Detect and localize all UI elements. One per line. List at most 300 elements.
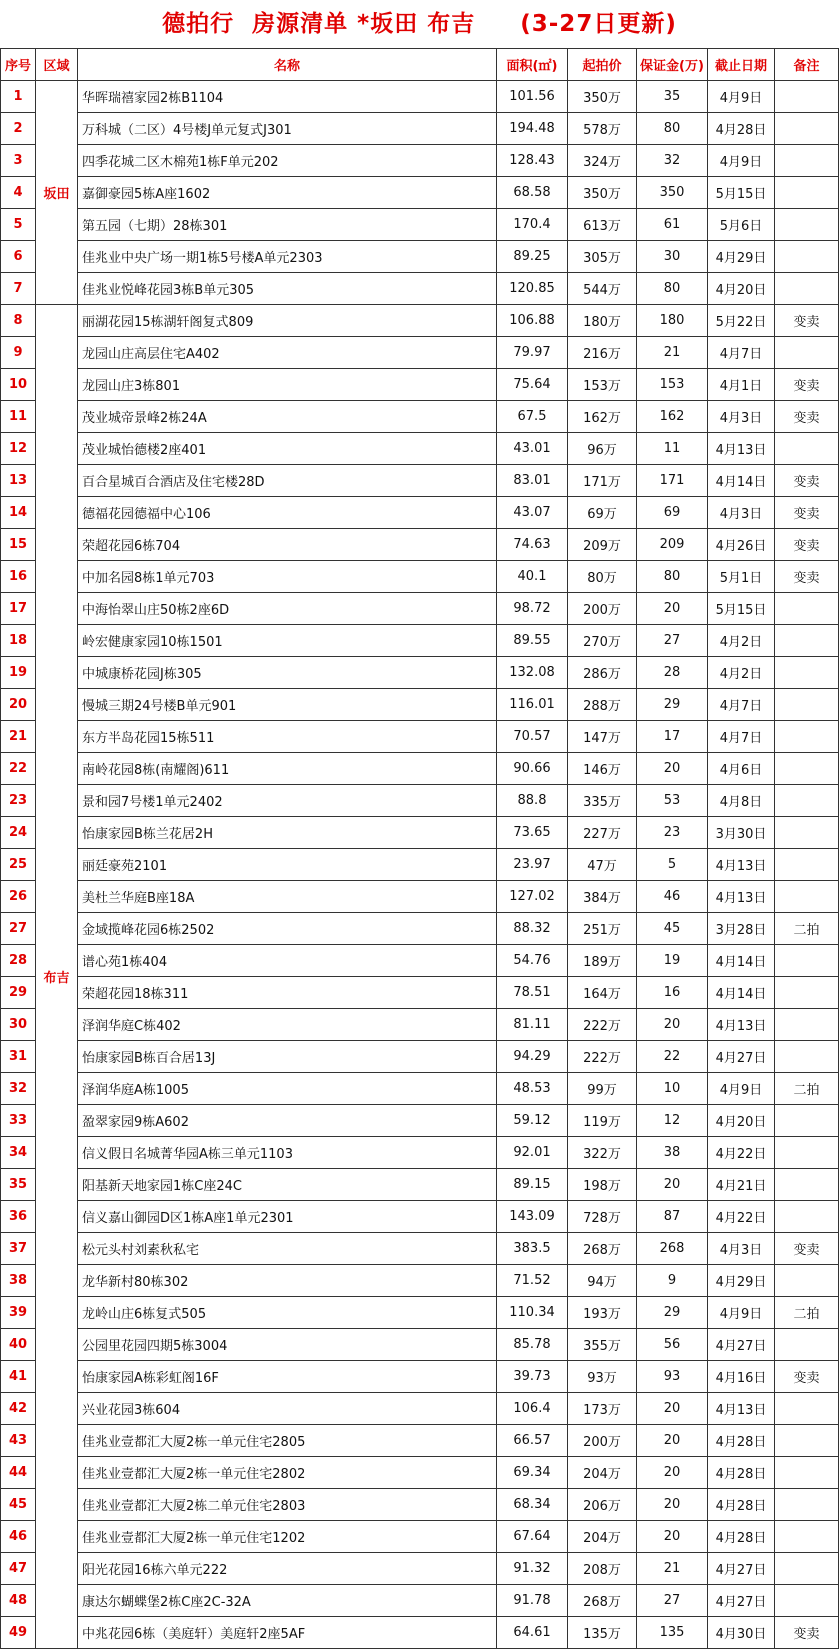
deadline-cell: 4月2日 <box>708 657 775 689</box>
property-name: 盈翠家园9栋A602 <box>78 1105 497 1137</box>
table-row <box>1 1233 839 1265</box>
deadline-cell: 4月27日 <box>708 1553 775 1585</box>
property-name: 丽湖花园15栋湖轩阁复式809 <box>78 305 497 337</box>
deposit-cell: 20 <box>637 1009 708 1041</box>
area-cell: 83.01 <box>497 465 568 497</box>
table-row <box>1 1201 839 1233</box>
property-name: 佳兆业壹都汇大厦2栋一单元住宅2805 <box>78 1425 497 1457</box>
deadline-cell: 4月27日 <box>708 1585 775 1617</box>
area-cell: 127.02 <box>497 881 568 913</box>
row-number: 39 <box>1 1297 36 1329</box>
row-number: 6 <box>1 241 36 273</box>
region-cell: 布吉 <box>36 305 78 1649</box>
row-number: 16 <box>1 561 36 593</box>
price-cell: 355万 <box>568 1329 637 1361</box>
area-cell: 43.01 <box>497 433 568 465</box>
row-number: 33 <box>1 1105 36 1137</box>
deposit-cell: 38 <box>637 1137 708 1169</box>
property-name: 佳兆业壹都汇大厦2栋一单元住宅1202 <box>78 1521 497 1553</box>
note-cell: 变卖 <box>775 561 839 593</box>
note-cell: 二拍 <box>775 913 839 945</box>
note-cell <box>775 977 839 1009</box>
property-name: 佳兆业中央广场一期1栋5号楼A单元2303 <box>78 241 497 273</box>
note-cell <box>775 113 839 145</box>
property-name: 丽廷豪苑2101 <box>78 849 497 881</box>
note-cell <box>775 1425 839 1457</box>
price-cell: 216万 <box>568 337 637 369</box>
deposit-cell: 93 <box>637 1361 708 1393</box>
row-number: 27 <box>1 913 36 945</box>
area-cell: 43.07 <box>497 497 568 529</box>
deposit-cell: 80 <box>637 113 708 145</box>
area-cell: 89.55 <box>497 625 568 657</box>
table-row <box>1 561 839 593</box>
price-cell: 305万 <box>568 241 637 273</box>
area-cell: 85.78 <box>497 1329 568 1361</box>
table-row <box>1 945 839 977</box>
row-number: 22 <box>1 753 36 785</box>
price-cell: 164万 <box>568 977 637 1009</box>
table-row <box>1 1585 839 1617</box>
deadline-cell: 4月26日 <box>708 529 775 561</box>
area-cell: 66.57 <box>497 1425 568 1457</box>
header-note: 备注 <box>775 49 839 81</box>
property-name: 中城康桥花园J栋305 <box>78 657 497 689</box>
deadline-cell: 5月6日 <box>708 209 775 241</box>
row-number: 2 <box>1 113 36 145</box>
note-cell <box>775 625 839 657</box>
property-name: 中兆花园6栋（美庭轩）美庭轩2座5AF <box>78 1617 497 1649</box>
row-number: 1 <box>1 81 36 113</box>
row-number: 40 <box>1 1329 36 1361</box>
deadline-cell: 4月3日 <box>708 1233 775 1265</box>
area-cell: 64.61 <box>497 1617 568 1649</box>
note-cell: 变卖 <box>775 1361 839 1393</box>
deadline-cell: 4月28日 <box>708 1521 775 1553</box>
deadline-cell: 4月2日 <box>708 625 775 657</box>
deposit-cell: 5 <box>637 849 708 881</box>
table-row <box>1 1137 839 1169</box>
row-number: 38 <box>1 1265 36 1297</box>
deadline-cell: 4月9日 <box>708 1297 775 1329</box>
price-cell: 544万 <box>568 273 637 305</box>
table-row <box>1 625 839 657</box>
note-cell <box>775 689 839 721</box>
row-number: 23 <box>1 785 36 817</box>
table-row <box>1 1553 839 1585</box>
price-cell: 80万 <box>568 561 637 593</box>
row-number: 12 <box>1 433 36 465</box>
property-name: 美杜兰华庭B座18A <box>78 881 497 913</box>
deposit-cell: 17 <box>637 721 708 753</box>
deposit-cell: 19 <box>637 945 708 977</box>
property-name: 信义假日名城菁华园A栋三单元1103 <box>78 1137 497 1169</box>
row-number: 37 <box>1 1233 36 1265</box>
note-cell <box>775 1553 839 1585</box>
table-row <box>1 529 839 561</box>
deadline-cell: 4月8日 <box>708 785 775 817</box>
price-cell: 119万 <box>568 1105 637 1137</box>
table-row <box>1 1457 839 1489</box>
deadline-cell: 4月28日 <box>708 1489 775 1521</box>
area-cell: 71.52 <box>497 1265 568 1297</box>
table-row <box>1 1073 839 1105</box>
price-cell: 268万 <box>568 1585 637 1617</box>
deadline-cell: 4月29日 <box>708 241 775 273</box>
row-number: 46 <box>1 1521 36 1553</box>
deposit-cell: 10 <box>637 1073 708 1105</box>
property-name: 第五园（七期）28栋301 <box>78 209 497 241</box>
property-name: 华晖瑞禧家园2栋B1104 <box>78 81 497 113</box>
price-cell: 208万 <box>568 1553 637 1585</box>
row-number: 17 <box>1 593 36 625</box>
price-cell: 200万 <box>568 593 637 625</box>
area-cell: 68.34 <box>497 1489 568 1521</box>
row-number: 32 <box>1 1073 36 1105</box>
property-name: 南岭花园8栋(南耀阁)611 <box>78 753 497 785</box>
table-row <box>1 209 839 241</box>
deposit-cell: 20 <box>637 1489 708 1521</box>
row-number: 44 <box>1 1457 36 1489</box>
area-cell: 69.34 <box>497 1457 568 1489</box>
table-row <box>1 1105 839 1137</box>
table-row <box>1 1041 839 1073</box>
price-cell: 204万 <box>568 1521 637 1553</box>
header-price: 起拍价 <box>568 49 637 81</box>
table-row <box>1 1265 839 1297</box>
table-row <box>1 369 839 401</box>
property-name: 阳光花园16栋六单元222 <box>78 1553 497 1585</box>
deposit-cell: 53 <box>637 785 708 817</box>
price-cell: 288万 <box>568 689 637 721</box>
deposit-cell: 45 <box>637 913 708 945</box>
deposit-cell: 29 <box>637 1297 708 1329</box>
deadline-cell: 4月9日 <box>708 1073 775 1105</box>
deadline-cell: 5月15日 <box>708 593 775 625</box>
area-cell: 383.5 <box>497 1233 568 1265</box>
deadline-cell: 4月9日 <box>708 145 775 177</box>
deposit-cell: 28 <box>637 657 708 689</box>
table-row <box>1 817 839 849</box>
price-cell: 94万 <box>568 1265 637 1297</box>
deadline-cell: 4月13日 <box>708 1009 775 1041</box>
area-cell: 73.65 <box>497 817 568 849</box>
area-cell: 48.53 <box>497 1073 568 1105</box>
deadline-cell: 4月3日 <box>708 497 775 529</box>
row-number: 31 <box>1 1041 36 1073</box>
note-cell <box>775 1009 839 1041</box>
deposit-cell: 80 <box>637 561 708 593</box>
price-cell: 47万 <box>568 849 637 881</box>
deadline-cell: 4月27日 <box>708 1329 775 1361</box>
table-row <box>1 401 839 433</box>
price-cell: 93万 <box>568 1361 637 1393</box>
note-cell <box>775 209 839 241</box>
property-name: 泽润华庭C栋402 <box>78 1009 497 1041</box>
deposit-cell: 20 <box>637 1425 708 1457</box>
note-cell <box>775 241 839 273</box>
property-name: 公园里花园四期5栋3004 <box>78 1329 497 1361</box>
deposit-cell: 87 <box>637 1201 708 1233</box>
row-number: 26 <box>1 881 36 913</box>
note-cell <box>775 817 839 849</box>
deposit-cell: 12 <box>637 1105 708 1137</box>
area-cell: 40.1 <box>497 561 568 593</box>
deadline-cell: 4月28日 <box>708 113 775 145</box>
row-number: 47 <box>1 1553 36 1585</box>
price-cell: 200万 <box>568 1425 637 1457</box>
property-name: 怡康家园B栋兰花居2H <box>78 817 497 849</box>
deposit-cell: 20 <box>637 593 708 625</box>
row-number: 48 <box>1 1585 36 1617</box>
note-cell <box>775 1329 839 1361</box>
header-deadline: 截止日期 <box>708 49 775 81</box>
price-cell: 384万 <box>568 881 637 913</box>
price-cell: 189万 <box>568 945 637 977</box>
area-cell: 194.48 <box>497 113 568 145</box>
area-cell: 68.58 <box>497 177 568 209</box>
property-name: 德福花园德福中心106 <box>78 497 497 529</box>
deposit-cell: 21 <box>637 1553 708 1585</box>
price-cell: 69万 <box>568 497 637 529</box>
property-name: 康达尔蝴蝶堡2栋C座2C-32A <box>78 1585 497 1617</box>
area-cell: 128.43 <box>497 145 568 177</box>
note-cell: 变卖 <box>775 305 839 337</box>
deposit-cell: 11 <box>637 433 708 465</box>
deposit-cell: 61 <box>637 209 708 241</box>
note-cell <box>775 657 839 689</box>
row-number: 28 <box>1 945 36 977</box>
page-title: 德拍行 房源清单 *坂田 布吉 (3-27日更新) <box>162 11 677 37</box>
table-row <box>1 689 839 721</box>
area-cell: 89.25 <box>497 241 568 273</box>
table-row <box>1 465 839 497</box>
row-number: 8 <box>1 305 36 337</box>
row-number: 30 <box>1 1009 36 1041</box>
area-cell: 89.15 <box>497 1169 568 1201</box>
deadline-cell: 4月1日 <box>708 369 775 401</box>
note-cell: 变卖 <box>775 1617 839 1649</box>
price-cell: 222万 <box>568 1009 637 1041</box>
row-number: 10 <box>1 369 36 401</box>
deposit-cell: 20 <box>637 1169 708 1201</box>
note-cell <box>775 1201 839 1233</box>
note-cell <box>775 945 839 977</box>
deposit-cell: 135 <box>637 1617 708 1649</box>
price-cell: 198万 <box>568 1169 637 1201</box>
table-row <box>1 977 839 1009</box>
note-cell: 变卖 <box>775 401 839 433</box>
table-row <box>1 241 839 273</box>
area-cell: 106.88 <box>497 305 568 337</box>
note-cell <box>775 81 839 113</box>
deadline-cell: 5月1日 <box>708 561 775 593</box>
price-cell: 146万 <box>568 753 637 785</box>
area-cell: 91.32 <box>497 1553 568 1585</box>
property-name: 中海怡翠山庄50栋2座6D <box>78 593 497 625</box>
property-name: 阳基新天地家园1栋C座24C <box>78 1169 497 1201</box>
row-number: 36 <box>1 1201 36 1233</box>
area-cell: 116.01 <box>497 689 568 721</box>
price-cell: 204万 <box>568 1457 637 1489</box>
note-cell: 二拍 <box>775 1297 839 1329</box>
note-cell <box>775 433 839 465</box>
price-cell: 613万 <box>568 209 637 241</box>
deposit-cell: 69 <box>637 497 708 529</box>
note-cell <box>775 1169 839 1201</box>
area-cell: 170.4 <box>497 209 568 241</box>
deadline-cell: 4月14日 <box>708 977 775 1009</box>
deposit-cell: 30 <box>637 241 708 273</box>
deadline-cell: 4月20日 <box>708 273 775 305</box>
table-row <box>1 1169 839 1201</box>
area-cell: 59.12 <box>497 1105 568 1137</box>
note-cell <box>775 1137 839 1169</box>
table-row <box>1 113 839 145</box>
property-name: 茂业城怡德楼2座401 <box>78 433 497 465</box>
header-name: 名称 <box>78 49 497 81</box>
price-cell: 99万 <box>568 1073 637 1105</box>
property-name: 佳兆业壹都汇大厦2栋二单元住宅2803 <box>78 1489 497 1521</box>
property-name: 信义嘉山御园D区1栋A座1单元2301 <box>78 1201 497 1233</box>
deadline-cell: 4月28日 <box>708 1457 775 1489</box>
deadline-cell: 4月20日 <box>708 1105 775 1137</box>
deadline-cell: 4月7日 <box>708 721 775 753</box>
price-cell: 251万 <box>568 913 637 945</box>
price-cell: 206万 <box>568 1489 637 1521</box>
note-cell: 二拍 <box>775 1073 839 1105</box>
note-cell <box>775 1041 839 1073</box>
table-row <box>1 593 839 625</box>
deposit-cell: 21 <box>637 337 708 369</box>
note-cell <box>775 593 839 625</box>
note-cell <box>775 849 839 881</box>
row-number: 45 <box>1 1489 36 1521</box>
property-name: 嘉御豪园5栋A座1602 <box>78 177 497 209</box>
area-cell: 143.09 <box>497 1201 568 1233</box>
price-cell: 173万 <box>568 1393 637 1425</box>
deadline-cell: 4月13日 <box>708 1393 775 1425</box>
deadline-cell: 4月13日 <box>708 433 775 465</box>
property-name: 泽润华庭A栋1005 <box>78 1073 497 1105</box>
deposit-cell: 32 <box>637 145 708 177</box>
area-cell: 23.97 <box>497 849 568 881</box>
property-name: 兴业花园3栋604 <box>78 1393 497 1425</box>
price-cell: 335万 <box>568 785 637 817</box>
price-cell: 209万 <box>568 529 637 561</box>
note-cell <box>775 1105 839 1137</box>
note-cell: 变卖 <box>775 529 839 561</box>
deadline-cell: 4月22日 <box>708 1201 775 1233</box>
area-cell: 67.5 <box>497 401 568 433</box>
deadline-cell: 4月14日 <box>708 465 775 497</box>
price-cell: 96万 <box>568 433 637 465</box>
note-cell <box>775 177 839 209</box>
area-cell: 91.78 <box>497 1585 568 1617</box>
deposit-cell: 180 <box>637 305 708 337</box>
price-cell: 350万 <box>568 177 637 209</box>
deposit-cell: 27 <box>637 625 708 657</box>
row-number: 14 <box>1 497 36 529</box>
area-cell: 75.64 <box>497 369 568 401</box>
property-name: 怡康家园B栋百合居13J <box>78 1041 497 1073</box>
price-cell: 162万 <box>568 401 637 433</box>
area-cell: 101.56 <box>497 81 568 113</box>
property-name: 龙华新村80栋302 <box>78 1265 497 1297</box>
property-name: 中加名园8栋1单元703 <box>78 561 497 593</box>
table-row <box>1 1521 839 1553</box>
property-name: 佳兆业悦峰花园3栋B单元305 <box>78 273 497 305</box>
deadline-cell: 5月22日 <box>708 305 775 337</box>
deposit-cell: 162 <box>637 401 708 433</box>
deposit-cell: 35 <box>637 81 708 113</box>
note-cell: 变卖 <box>775 1233 839 1265</box>
deposit-cell: 23 <box>637 817 708 849</box>
price-cell: 153万 <box>568 369 637 401</box>
table-body <box>1 81 839 1649</box>
row-number: 42 <box>1 1393 36 1425</box>
deadline-cell: 4月3日 <box>708 401 775 433</box>
area-cell: 39.73 <box>497 1361 568 1393</box>
deposit-cell: 80 <box>637 273 708 305</box>
property-name: 金域揽峰花园6栋2502 <box>78 913 497 945</box>
table-row <box>1 433 839 465</box>
deposit-cell: 268 <box>637 1233 708 1265</box>
row-number: 49 <box>1 1617 36 1649</box>
deadline-cell: 5月15日 <box>708 177 775 209</box>
deadline-cell: 4月7日 <box>708 337 775 369</box>
deadline-cell: 4月30日 <box>708 1617 775 1649</box>
property-name: 茂业城帝景峰2栋24A <box>78 401 497 433</box>
price-cell: 270万 <box>568 625 637 657</box>
row-number: 21 <box>1 721 36 753</box>
table-row <box>1 1297 839 1329</box>
note-cell: 变卖 <box>775 497 839 529</box>
property-name: 谱心苑1栋404 <box>78 945 497 977</box>
deposit-cell: 56 <box>637 1329 708 1361</box>
area-cell: 88.8 <box>497 785 568 817</box>
row-number: 18 <box>1 625 36 657</box>
table-row <box>1 881 839 913</box>
table-row <box>1 849 839 881</box>
deposit-cell: 29 <box>637 689 708 721</box>
property-name: 龙园山庄高层住宅A402 <box>78 337 497 369</box>
note-cell: 变卖 <box>775 369 839 401</box>
note-cell <box>775 1393 839 1425</box>
deposit-cell: 27 <box>637 1585 708 1617</box>
area-cell: 67.64 <box>497 1521 568 1553</box>
note-cell <box>775 753 839 785</box>
property-name: 龙园山庄3栋801 <box>78 369 497 401</box>
price-cell: 227万 <box>568 817 637 849</box>
table-row <box>1 1361 839 1393</box>
deadline-cell: 4月29日 <box>708 1265 775 1297</box>
price-cell: 728万 <box>568 1201 637 1233</box>
property-name: 龙岭山庄6栋复式505 <box>78 1297 497 1329</box>
deposit-cell: 20 <box>637 1393 708 1425</box>
note-cell <box>775 337 839 369</box>
deadline-cell: 4月22日 <box>708 1137 775 1169</box>
table-row <box>1 721 839 753</box>
note-cell <box>775 721 839 753</box>
note-cell <box>775 1457 839 1489</box>
row-number: 15 <box>1 529 36 561</box>
area-cell: 54.76 <box>497 945 568 977</box>
property-name: 景和园7号楼1单元2402 <box>78 785 497 817</box>
header-area: 面积(㎡) <box>497 49 568 81</box>
row-number: 20 <box>1 689 36 721</box>
row-number: 4 <box>1 177 36 209</box>
